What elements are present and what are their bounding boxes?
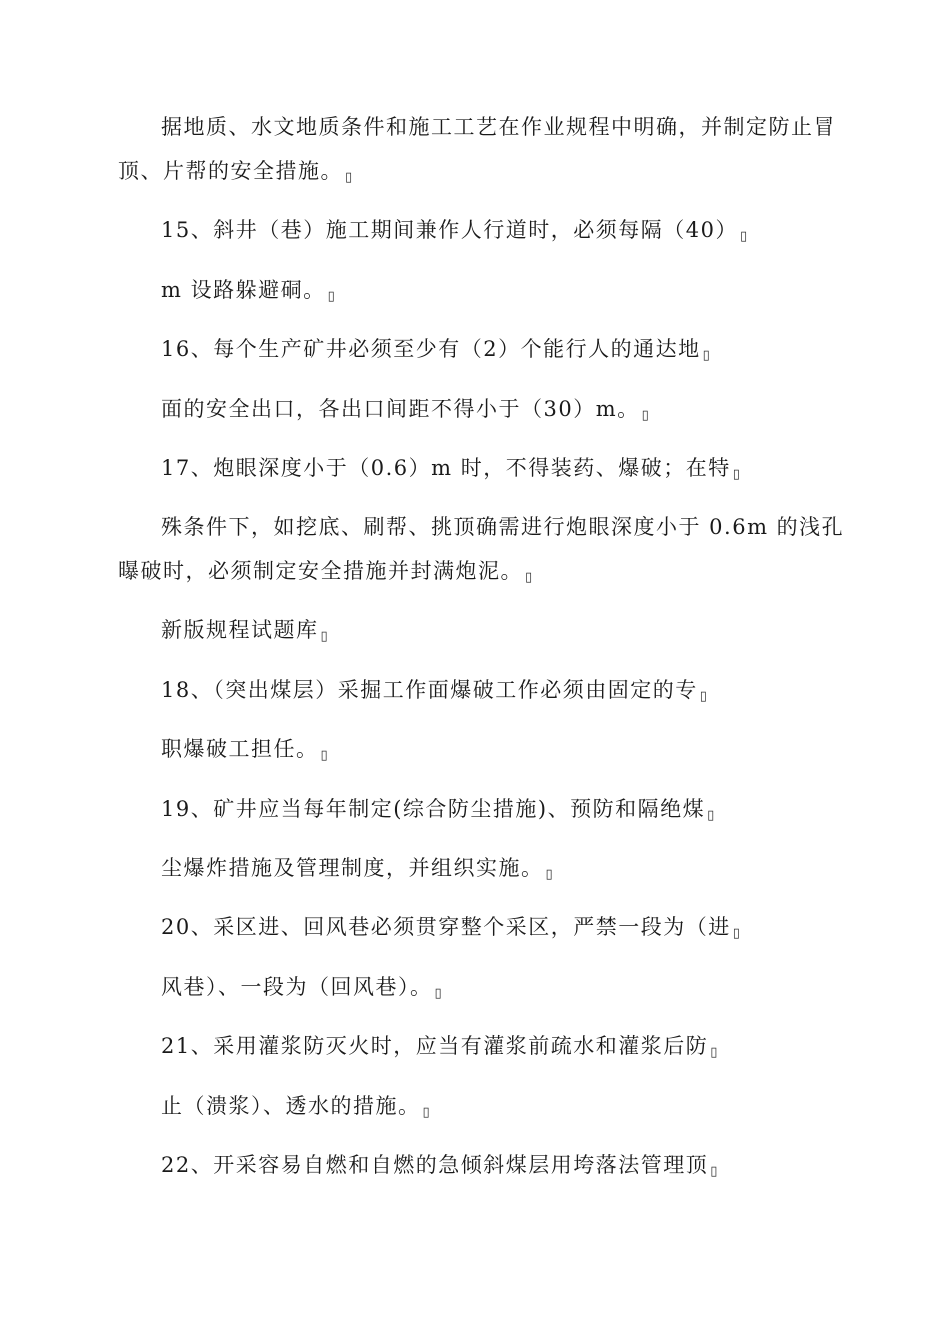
paragraph-mark-icon: ▯: [699, 689, 707, 704]
text-line: 面的安全出口，各出口间距不得小于（30）m。 ▯: [161, 397, 649, 423]
text-line: 顶、片帮的安全措施。 ▯: [118, 159, 353, 185]
paragraph-mark-icon: ▯: [320, 748, 328, 763]
paragraph-mark-icon: ▯: [345, 170, 353, 185]
paragraph-mark-icon: ▯: [545, 867, 553, 882]
text-line: 21、采用灌浆防灭火时，应当有灌浆前疏水和灌浆后防 ▯: [161, 1034, 718, 1060]
paragraph-mark-icon: ▯: [434, 986, 442, 1001]
paragraph-mark-icon: ▯: [422, 1105, 430, 1120]
paragraph-mark-icon: ▯: [732, 467, 740, 482]
paragraph-mark-icon: ▯: [732, 926, 740, 941]
paragraph-mark-icon: ▯: [710, 1164, 718, 1179]
paragraph-mark-icon: ▯: [739, 229, 748, 244]
text-line: 19、矿井应当每年制定(综合防尘措施)、预防和隔绝煤 ▯: [161, 797, 715, 823]
paragraph-mark-icon: ▯: [710, 1045, 718, 1060]
text-line: 曝破时，必须制定安全措施并封满炮泥。 ▯: [118, 559, 533, 585]
paragraph-mark-icon: ▯: [525, 570, 533, 585]
text-line: 风巷）、一段为（回风巷）。 ▯: [161, 975, 442, 1001]
text-line: 17、炮眼深度小于（0.6）m 时，不得装药、爆破；在特 ▯: [161, 456, 740, 482]
paragraph-mark-icon: ▯: [320, 629, 328, 644]
text-line: m 设路躲避硐。 ▯: [161, 278, 335, 304]
paragraph-mark-icon: ▯: [707, 808, 715, 823]
text-line: 止（溃浆）、透水的措施。 ▯: [161, 1094, 430, 1120]
text-line: 18、（突出煤层）采掘工作面爆破工作必须由固定的专 ▯: [161, 678, 707, 704]
text-line: 15、斜井（巷）施工期间兼作人行道时，必须每隔（40） ▯: [161, 218, 748, 244]
paragraph-mark-icon: ▯: [327, 289, 335, 304]
text-line: 殊条件下，如挖底、刷帮、挑顶确需进行炮眼深度小于 0.6m 的浅孔: [161, 515, 845, 539]
text-line: 据地质、水文地质条件和施工工艺在作业规程中明确，并制定防止冒: [161, 115, 836, 139]
text-line: 职爆破工担任。 ▯: [161, 737, 328, 763]
text-line: 20、采区进、回风巷必须贯穿整个采区，严禁一段为（进 ▯: [161, 915, 740, 941]
text-line: 新版规程试题库 ▯: [161, 618, 328, 644]
text-line: 尘爆炸措施及管理制度，并组织实施。 ▯: [161, 856, 553, 882]
text-line: 16、每个生产矿井必须至少有（2）个能行人的通达地 ▯: [161, 337, 710, 363]
paragraph-mark-icon: ▯: [702, 348, 710, 363]
text-line: 22、开采容易自燃和自燃的急倾斜煤层用垮落法管理顶 ▯: [161, 1153, 718, 1179]
paragraph-mark-icon: ▯: [641, 408, 649, 423]
